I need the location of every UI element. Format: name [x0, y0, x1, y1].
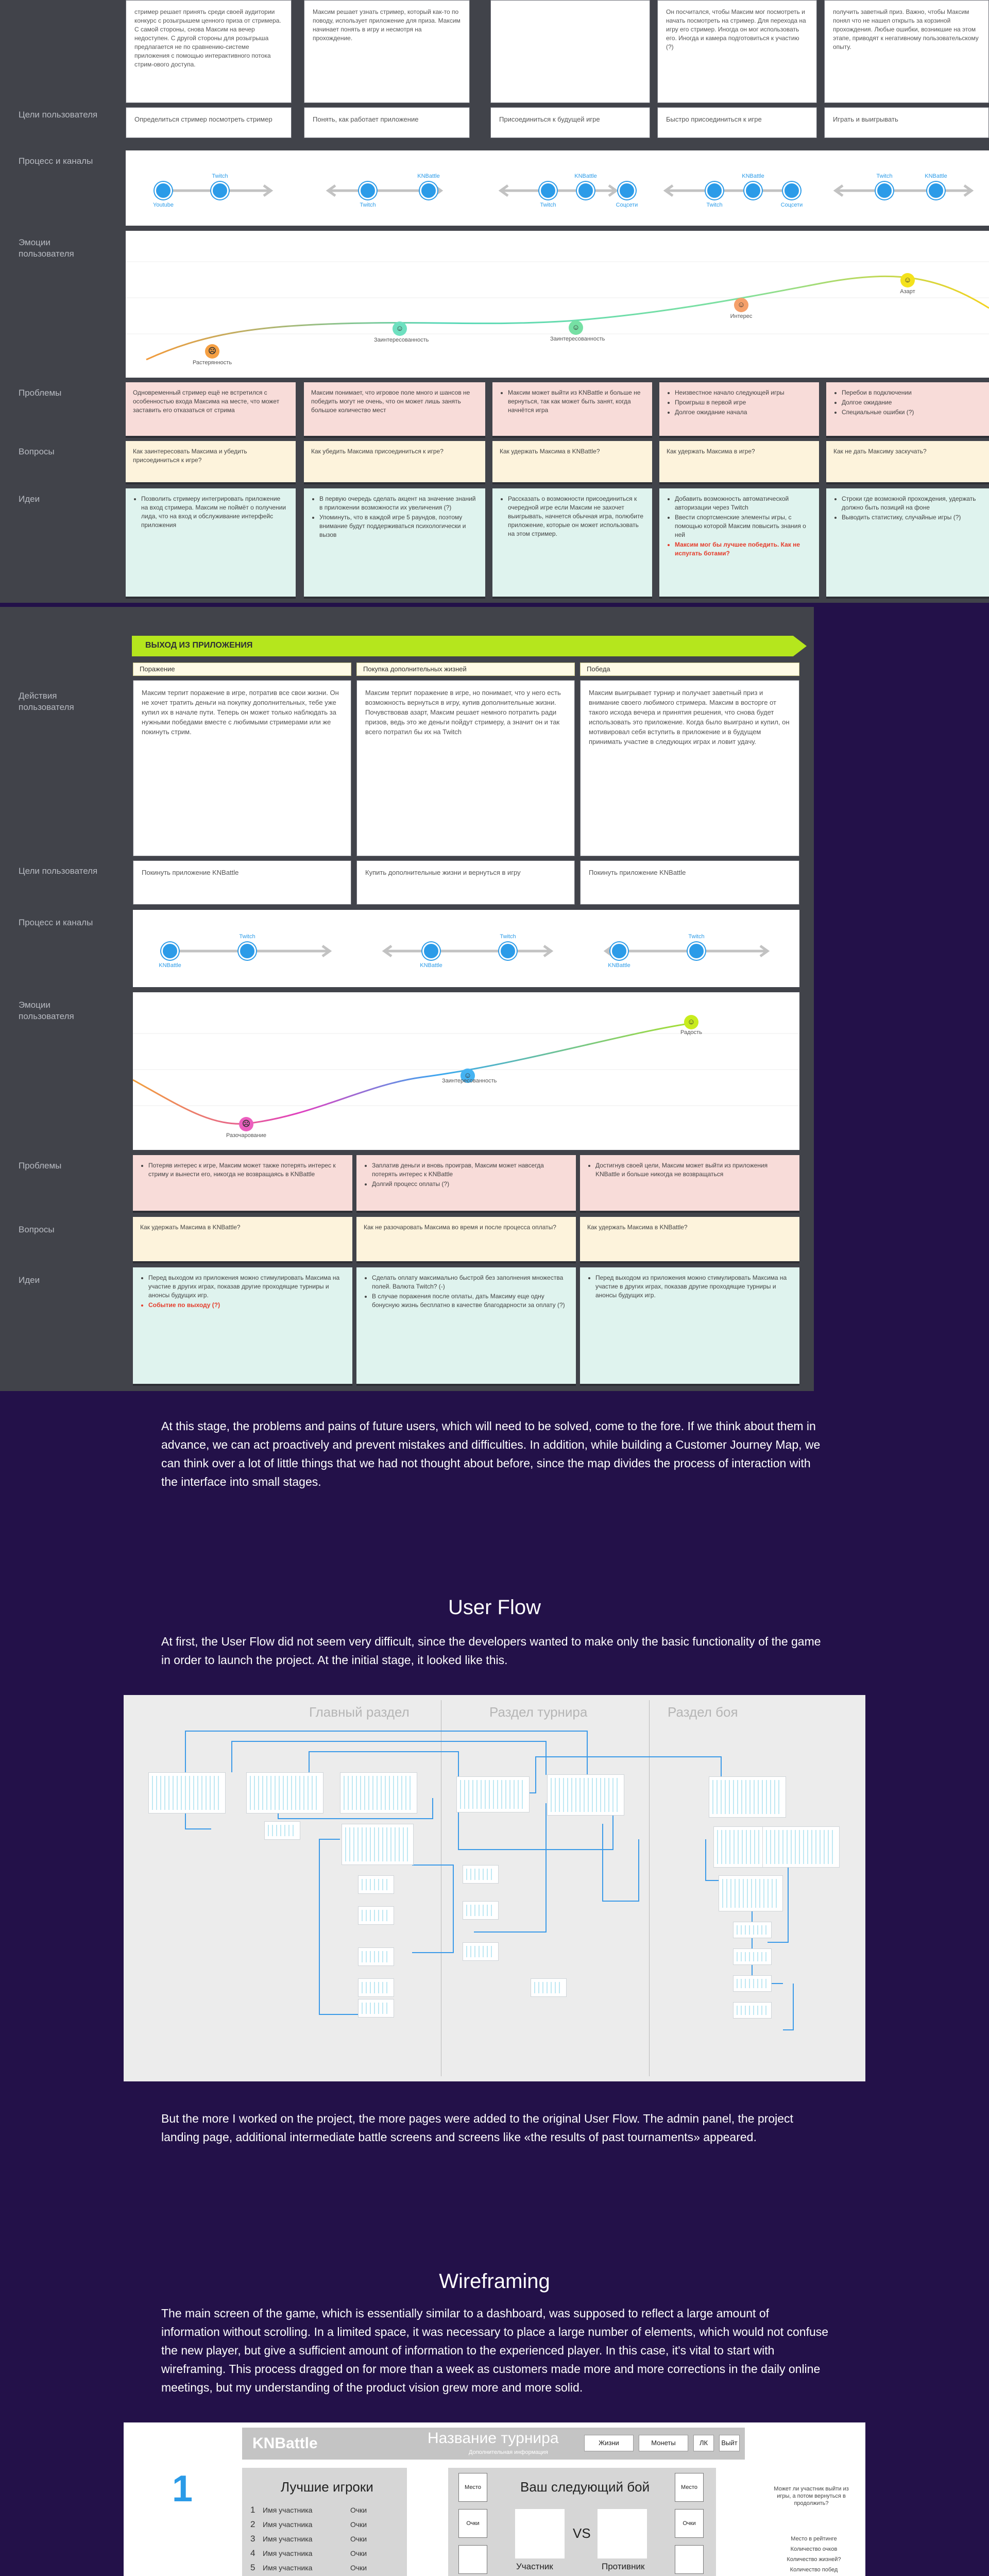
action-cell: Максим решает узнать стример, который как-то по поводу, использует приложение для приза. Максим начинает понять в игру и несмотря на прохождение. — [304, 0, 470, 103]
channel-label: KNBattle — [574, 173, 597, 179]
emotion-label: Разочарование — [226, 1132, 267, 1139]
wireframe-logo: KNBattle — [252, 2435, 318, 2452]
goal-cell: Понять, как работает приложение — [304, 107, 470, 138]
flow-screen — [733, 1948, 772, 1965]
channel-node-icon — [688, 942, 705, 960]
channel-node-icon — [744, 182, 762, 199]
wireframe-vs: VS — [573, 2526, 591, 2541]
emotion-label: Заинтересованность — [374, 337, 429, 343]
idea-card: • Добавить возможность автоматической авторизации через Twitch • Ввести спортсменские элементы игры, с помощью которой Максим повысить знания о ней • Максим мог бы лучшее победить. Как не испугать ботами? — [659, 488, 819, 599]
emotion-face-icon: ☺ — [734, 298, 748, 312]
channel-node-icon — [783, 182, 800, 199]
flow-screen — [246, 1772, 323, 1814]
emotion-face-icon: ☺ — [900, 273, 915, 287]
stage-tab[interactable]: Победа — [580, 663, 799, 676]
channel-node-icon — [499, 942, 517, 960]
channel-node-icon — [238, 942, 256, 960]
problem-card: • Потеряв интерес к игре, Максим может также потерять интерес к стриму и вынести его, никогда не возвращаясь в KNBattle — [133, 1155, 352, 1213]
emotion-face-icon: ☹ — [239, 1117, 253, 1131]
channel-label: Соцсети — [616, 202, 638, 208]
flow-screen — [733, 2002, 772, 2019]
wireframe-top-players-title: Лучшие игроки — [281, 2479, 373, 2495]
channel-node-icon — [161, 942, 179, 960]
flow-screen — [733, 1975, 772, 1992]
emotion-face-icon: ☺ — [684, 1015, 698, 1029]
question-card: Как удержать Максима в KNBattle? — [580, 1217, 799, 1263]
wireframe-nav-lives[interactable]: Жизни — [584, 2435, 634, 2451]
channel-node-icon — [422, 942, 440, 960]
row-label-ideas: Идеи — [19, 494, 40, 504]
emotion-curve — [126, 231, 989, 378]
channel-node-icon — [420, 182, 437, 199]
row-label-questions: Вопросы — [19, 1225, 55, 1234]
channel-label: KNBattle — [608, 962, 630, 969]
channel-node-icon — [618, 182, 636, 199]
question-card: Как удержать Максима в KNBattle? — [133, 1217, 352, 1263]
row-label-emotions: Эмоции пользователя — [19, 1000, 74, 1021]
emotion-label: Интерес — [730, 313, 753, 319]
flow-screen — [358, 1999, 394, 2018]
row-label-ideas: Идеи — [19, 1275, 40, 1285]
channel-node-icon — [155, 182, 172, 199]
wireframe-stat: Количество очков — [790, 2546, 838, 2552]
wireframe-stat: Количество жизней? — [787, 2556, 841, 2563]
row-label-goals: Цели пользователя — [19, 110, 98, 120]
flow-screen — [456, 1776, 530, 1812]
channel-node-icon — [927, 182, 945, 199]
channel-node-icon — [706, 182, 723, 199]
flow-screen — [358, 1875, 394, 1894]
channel-node-icon — [876, 182, 893, 199]
channel-label: Twitch — [876, 173, 893, 179]
channel-label: KNBattle — [420, 962, 442, 969]
userflow-intro: At first, the User Flow did not seem very difficult, since the developers wanted to make only the basic functionality of the game in order to launch the project. At the initial stage, it looked like this. — [161, 1635, 821, 1667]
channel-label: Twitch — [360, 202, 376, 208]
flow-screen — [358, 1978, 394, 1997]
channel-label: KNBattle — [925, 173, 947, 179]
goal-cell: Играть и выигрывать — [824, 107, 989, 138]
flow-screen — [733, 1922, 772, 1938]
idea-card: • Перед выходом из приложения можно стимулировать Максима на участие в других играх, показав другие проходящие турниры и анонсы будущих игр. • Событие по выходу (?) — [133, 1267, 352, 1386]
stage-tab[interactable]: Поражение — [133, 663, 351, 676]
wireframe-points-box: Очки — [458, 2509, 487, 2538]
question-card: Как удержать Максима в KNBattle? — [492, 441, 652, 484]
player-row: 5 Имя участника Очки — [250, 2563, 367, 2572]
player-row: 3 Имя участника Очки — [250, 2534, 367, 2544]
emotion-label: Заинтересованность — [442, 1078, 497, 1084]
stage-title: ВЫХОД ИЗ ПРИЛОЖЕНИЯ — [145, 641, 253, 650]
cjm-conclusion-text: At this stage, the problems and pains of future users, which will need to be solved, come to the fore. If we think about them in advance, we can act proactively and prevent mistakes and difficulties. In addition, while building a Customer Journey Map, we can think over a lot of little things that we had not thought about before, since the map divides the process of interaction with the interface into small stages. — [161, 1419, 821, 1488]
action-cell — [490, 0, 650, 103]
emotion-label: Радость — [680, 1029, 702, 1036]
wireframe-number: 1 — [172, 2468, 193, 2510]
section-title-wireframing: Wireframing — [439, 2270, 550, 2293]
channel-label: Twitch — [688, 934, 705, 940]
wireframe-points-box: Очки — [675, 2509, 704, 2538]
wireframe-avatar — [515, 2509, 565, 2558]
flow-screen — [358, 1906, 394, 1925]
wireframe-participant: Участник — [516, 2562, 553, 2571]
channel-node-icon — [211, 182, 229, 199]
goal-cell: Определиться стример посмотреть стример — [126, 107, 292, 138]
section-title-userflow: User Flow — [448, 1596, 541, 1619]
wireframe-place-box: Место — [675, 2473, 704, 2502]
flow-screen — [762, 1826, 840, 1868]
channel-label: Соцсети — [780, 202, 803, 208]
question-card: Как не дать Максиму заскучать? — [826, 441, 989, 484]
flow-screen — [342, 1824, 414, 1865]
flow-screen — [719, 1875, 783, 1911]
goal-cell: Купить дополнительные жизни и вернуться в игру — [356, 860, 575, 905]
userflow-column-title: Раздел боя — [668, 1704, 738, 1720]
flow-screen — [264, 1821, 300, 1840]
emotion-label: Растерянность — [192, 360, 232, 366]
action-cell: стример решает принять среди своей аудитории конкурс с розыгрышем ценного приза от стримера. С самой стороны, снова Максим на вечер недоступен. С другой стороны для розыгрыша предлагается не по сравнению-системе приложения с помощью интерактивного потока стрим-ового доступа. — [126, 0, 292, 103]
flow-screen — [547, 1774, 624, 1816]
flow-screen — [358, 1947, 394, 1966]
goal-cell: Покинуть приложение KNBattle — [133, 860, 351, 905]
flow-screen — [709, 1776, 786, 1818]
wireframe-next-battle-title: Ваш следующий бой — [520, 2479, 650, 2495]
wireframe-nav-exit[interactable]: Выйт — [719, 2435, 740, 2451]
idea-card: • В первую очередь сделать акцент на значение знаний в приложении возможности их увеличения (?) • Упоминуть, что в каждой игре 5 раундов, поэтому внимание будут поддерживаться психологически и вызов — [304, 488, 485, 599]
problem-card: • Неизвестное начало следующей игры • Проигрыш в первой игре • Долгое ожидание начала — [659, 382, 819, 438]
channel-label: KNBattle — [159, 962, 181, 969]
wireframe-place-box: Место — [458, 2473, 487, 2502]
problem-card: • Заплатив деньги и вновь проиграв, Максим может навсегда потерять интерес к KNBattle • Долгий процесс оплаты (?) — [356, 1155, 576, 1213]
flow-screen — [148, 1772, 226, 1814]
channel-label: Twitch — [239, 934, 255, 940]
problem-card: • Максим может выйти из KNBattle и больше не вернуться, так как может быть занят, когда начнётся игра — [492, 382, 652, 438]
row-label-goals: Цели пользователя — [19, 866, 98, 876]
flow-screen — [463, 1865, 499, 1884]
problem-card: • Перебои в подключении • Долгое ожидание • Специальные ошибки (?) — [826, 382, 989, 438]
channel-label: Twitch — [706, 202, 723, 208]
wireframe-nav-profile[interactable]: ЛК — [693, 2435, 714, 2451]
channel-node-icon — [539, 182, 557, 199]
idea-card: • Позволить стримеру интегрировать приложение на вход стримера. Максим не поймёт о получении лида, что на вход и обслуживание интерфейс приложения — [126, 488, 296, 599]
action-cell: Максим терпит поражение в игре, потратив все свои жизни. Он не хочет тратить деньги на покупку дополнительных, тебе уже купил их в начале пути. Теперь он может только наблюдать за нужными победами вместе с любимыми стримерами или же покинуть стрим. — [133, 680, 351, 856]
problem-card: Одновременный стример ещё не встретился с особенностью входа Максима на месте, что может заставить его отказаться от стрима — [126, 382, 296, 438]
player-row: 2 Имя участника Очки — [250, 2519, 367, 2529]
emotion-face-icon: ☹ — [205, 344, 219, 359]
emotion-face-icon: ☺ — [461, 1069, 475, 1083]
question-card: Как удержать Максима в игре? — [659, 441, 819, 484]
row-label-process: Процесс и каналы — [19, 918, 93, 927]
channel-label: Youtube — [153, 202, 174, 208]
row-label-process: Процесс и каналы — [19, 156, 93, 166]
action-cell: Он посчитался, чтобы Максим мог посмотреть и начать посмотреть на стример. Для перехода на игру его стример. Иногда он мог использовать его. Иногда и камера подготовиться к участию (?) — [657, 0, 817, 103]
process-arrows — [126, 150, 989, 226]
emotion-face-icon: ☺ — [393, 321, 407, 336]
emotion-label: Заинтересованность — [550, 336, 605, 342]
channel-label: Twitch — [540, 202, 556, 208]
problem-card: • Достигнув своей цели, Максим может выйти из приложения KNBattle и больше никогда не возвращаться — [580, 1155, 799, 1213]
channel-label: KNBattle — [742, 173, 764, 179]
channel-node-icon — [359, 182, 377, 199]
idea-card: • Рассказать о возможности присоединиться к очередной игре если Максим не захочет выигрывать, начнется обычная игра, полюбите приложение, которые он может использовать на этом стример. — [492, 488, 652, 599]
wireframe-lives-box — [675, 2545, 704, 2574]
flow-screen — [463, 1901, 499, 1920]
goal-cell: Быстро присоединиться к игре — [657, 107, 817, 138]
goal-cell: Покинуть приложение KNBattle — [580, 860, 799, 905]
goal-cell: Присоединиться к будущей игре — [490, 107, 650, 138]
wireframe-stat: Место в рейтинге — [791, 2536, 837, 2542]
wireframe-lives-box — [458, 2545, 487, 2574]
question-card: Как заинтересовать Максима и убедить присоединиться к игре? — [126, 441, 296, 484]
wireframe-tournament-title: Название турнира — [428, 2430, 559, 2447]
userflow-after-text: But the more I worked on the project, the more pages were added to the original User Flow. The admin panel, the project landing page, additional intermediate battle screens and screens like «the results of past tournaments» appeared. — [161, 2112, 793, 2144]
row-label-problems: Проблемы — [19, 388, 62, 398]
question-card: Как убедить Максима присоединиться к игре? — [304, 441, 485, 484]
channel-label: KNBattle — [417, 173, 440, 179]
emotion-face-icon: ☺ — [569, 320, 583, 335]
idea-card: • Сделать оплату максимально быстрой без заполнения множества полей. Валюта Twitch? (-) • В случае поражения после оплаты, дать Максиму еще одну бонусную жизнь бесплатно в качестве благодарности за оплату (?) — [356, 1267, 576, 1386]
userflow-column-title: Раздел турнира — [489, 1704, 588, 1720]
action-cell: Максим терпит поражение в игре, но понимает, что у него есть возможность вернуться в игру, купив дополнительные жизни. Почувствовав азарт, Максим решает немного потратить ради призов, ведь это же деньги пойдут стримеру, а значит он и так всего потратил бы их на Twitch — [356, 680, 575, 856]
flow-screen — [531, 1978, 567, 1997]
flow-screen — [463, 1942, 499, 1961]
wireframing-intro: The main screen of the game, which is essentially similar to a dashboard, was supposed to reflect a large amount of information without scrolling. In a limited space, it was necessary to place a large number of elements, which would not confuse the new player, but give a sufficient amount of information to the experienced player. In this case, it's vital to start with wireframing. This process dragged on for more than a week as customers made more and more corrections in the daily online meetings, but my understanding of the product vision grew more and more solid. — [161, 2307, 829, 2394]
wireframe-avatar — [598, 2509, 647, 2558]
wireframe-stat: Количество побед — [790, 2567, 838, 2573]
player-row: 4 Имя участника Очки — [250, 2548, 367, 2558]
flow-screen — [340, 1772, 417, 1814]
channel-label: Twitch — [212, 173, 228, 179]
stage-tab[interactable]: Покупка дополнительных жизней — [356, 663, 575, 676]
row-label-questions: Вопросы — [19, 447, 55, 456]
idea-card: • Перед выходом из приложения можно стимулировать Максима на участие в других играх, показав другие проходящие турниры и анонсы будущих игр. — [580, 1267, 799, 1386]
action-cell: Максим выигрывает турнир и получает заветный приз и внимание своего любимого стримера. Максим в восторге от такого исхода вечера и принятия решения, что снова будет использовать это приложение. Когда было выиграно и купил, он мотивировал себя вступить в приложение и в будущем принимать участие в следующих играх и ловит удачу. — [580, 680, 799, 856]
wireframe-nav-coins[interactable]: Монеты — [639, 2435, 688, 2451]
userflow-column-title: Главный раздел — [309, 1704, 410, 1720]
channel-node-icon — [577, 182, 594, 199]
channel-label: Twitch — [500, 934, 516, 940]
question-card: Как не разочаровать Максима во время и после процесса оплаты? — [356, 1217, 576, 1263]
idea-card: • Строки где возможной прохождения, удержать должно быть позиций на фоне • Выводить статистику, случайные игры (?) — [826, 488, 989, 599]
action-cell: получить заветный приз. Важно, чтобы Максим понял что не нашел открыть за корзиной прохождения. Любые ошибки, возникшие на этом этапе, приводят к негативному пользовательскому опыту. — [824, 0, 989, 103]
row-label-emotions: Эмоции пользователя — [19, 238, 74, 259]
row-label-problems: Проблемы — [19, 1161, 62, 1171]
channel-node-icon — [610, 942, 628, 960]
row-label-actions: Действия пользователя — [19, 691, 74, 712]
problem-card: Максим понимает, что игровое поле много и шансов не победить могут не очень, что он может лишь занять большое количество мест — [304, 382, 485, 438]
wireframe-tournament-sub: Дополнительная информация — [469, 2449, 548, 2455]
emotion-label: Азарт — [900, 289, 915, 295]
wireframe-opponent: Противник — [602, 2562, 645, 2571]
wireframe-side-note: Может ли участник выйти из игры, а потом вернуться в продолжить? — [774, 2486, 849, 2506]
player-row: 1 Имя участника Очки — [250, 2505, 367, 2515]
